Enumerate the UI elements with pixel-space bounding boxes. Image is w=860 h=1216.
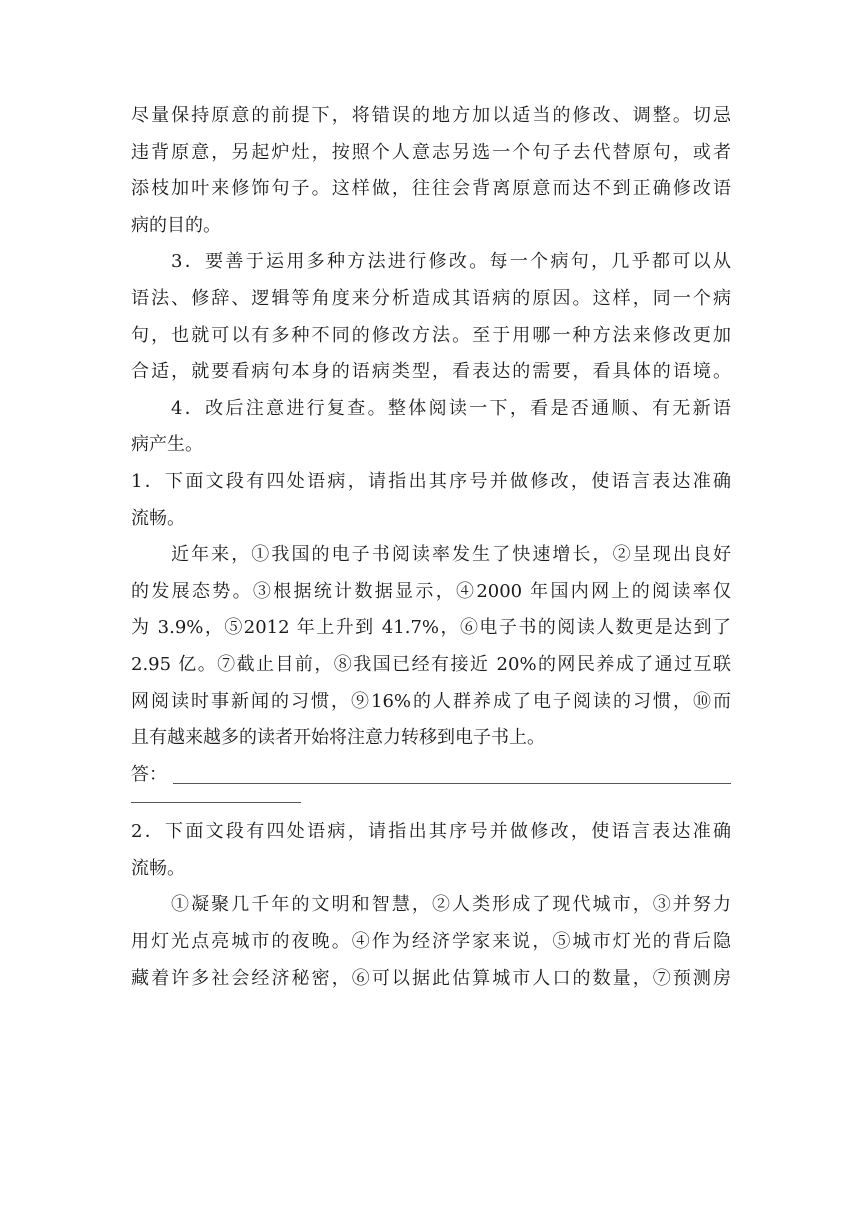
answer-blank-line-continued[interactable] (131, 801, 301, 803)
text-line: 添枝加叶来修饰句子。这样做，往往会背离原意而达不到正确修改语 (131, 178, 731, 200)
text-line: 句，也就可以有多种不同的修改方法。至于用哪一种方法来修改更加 (131, 324, 731, 346)
text-line: 的发展态势。③根据统计数据显示，④2000 年国内网上的阅读率仅 (131, 580, 731, 602)
text-line: 用灯光点亮城市的夜晚。④作为经济学家来说，⑤城市灯光的背后隐 (131, 931, 731, 953)
text-line: 合适，就要看病句本身的语病类型，看表达的需要，看具体的语境。 (131, 361, 731, 383)
answer-area (131, 757, 731, 794)
text-line: 为 3.9%，⑤2012 年上升到 41.7%，⑥电子书的阅读人数更是达到了 (131, 617, 731, 639)
text-line: 流畅。 (131, 857, 185, 879)
text-line: 语法、修辞、逻辑等角度来分析造成其语病的原因。这样，同一个病 (131, 287, 731, 309)
text-line: 4．改后注意进行复查。整体阅读一下，看是否通顺、有无新语 (171, 397, 731, 419)
text-line: ①凝聚几千年的文明和智慧，②人类形成了现代城市，③并努力 (171, 894, 731, 916)
question-1-prompt (131, 464, 731, 537)
text-line: 2.95 亿。⑦截止目前，⑧我国已经有接近 20%的网民养成了通过互联 (131, 653, 731, 675)
paragraph-revision-principle (131, 98, 731, 244)
text-line: 流畅。 (131, 507, 185, 529)
paragraph-method-4 (131, 391, 731, 464)
text-line: 藏着许多社会经济秘密，⑥可以据此估算城市人口的数量，⑦预测房 (131, 967, 731, 989)
question-2-prompt (131, 814, 731, 887)
document-page (131, 98, 731, 997)
text-line: 2．下面文段有四处语病，请指出其序号并做修改，使语言表达准确 (131, 821, 731, 843)
text-line: 病产生。 (131, 434, 203, 456)
answer-label: 答： (131, 763, 167, 785)
question-1-passage (131, 537, 731, 757)
text-line: 尽量保持原意的前提下，将错误的地方加以适当的修改、调整。切忌 (131, 105, 731, 126)
text-line: 近年来，①我国的电子书阅读率发生了快速增长，②呈现出良好 (171, 544, 731, 566)
text-line: 违背原意，另起炉灶，按照个人意志另选一个句子去代替原句，或者 (131, 141, 731, 163)
question-2-passage (131, 887, 731, 997)
text-line: 且有越来越多的读者开始将注意力转移到电子书上。 (131, 727, 545, 749)
text-line: 病的目的。 (131, 214, 221, 236)
text-line: 1．下面文段有四处语病，请指出其序号并做修改，使语言表达准确 (131, 470, 731, 492)
paragraph-method-3 (131, 244, 731, 390)
text-line: 3．要善于运用多种方法进行修改。每一个病句，几乎都可以从 (171, 251, 731, 273)
text-line: 网阅读时事新闻的习惯，⑨16%的人群养成了电子阅读的习惯，⑩而 (131, 690, 731, 712)
answer-blank-line[interactable] (173, 782, 731, 784)
